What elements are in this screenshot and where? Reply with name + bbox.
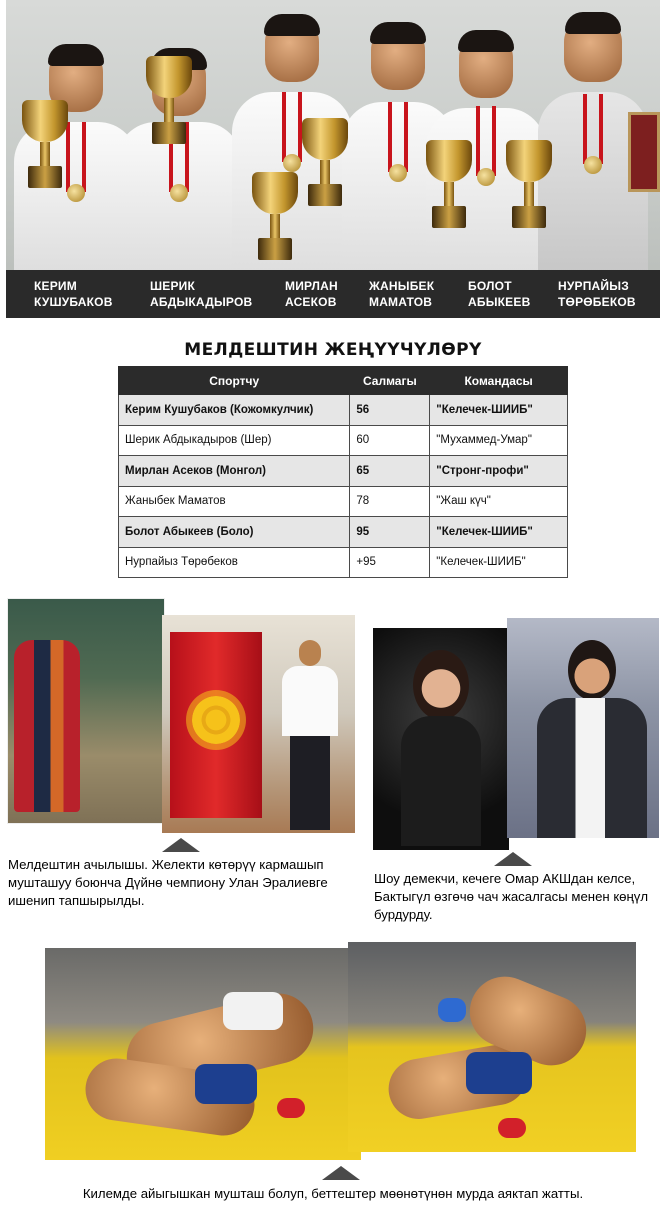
- team-cell: "Келечек-ШИИБ": [430, 547, 568, 578]
- winner-name: ШЕРИК АБДЫКАДЫРОВ: [150, 279, 253, 309]
- singer-photo-female: [373, 628, 509, 850]
- trophy-icon: [506, 140, 552, 228]
- column-header-team: Командасы: [430, 367, 568, 395]
- column-header-weight: Салмагы: [350, 367, 430, 395]
- weight-cell: +95: [350, 547, 430, 578]
- caption-pointer-icon: [322, 1166, 360, 1180]
- winner-name: БОЛОТ АБЫКЕЕВ: [468, 279, 531, 309]
- athlete-cell: Мирлан Асеков (Монгол): [119, 456, 350, 487]
- diploma-frame: [628, 112, 660, 192]
- athlete-cell: Жаныбек Маматов: [119, 486, 350, 517]
- results-table-title: МЕЛДЕШТИН ЖЕҢҮҮЧҮЛӨРҮ: [184, 340, 482, 360]
- show-caption: Шоу демекчи, кечеге Омар АКШдан келсе, Бактыгүл өзгөчө чач жасалгасы менен көңүл бурдурду.: [374, 871, 649, 922]
- weight-cell: 78: [350, 486, 430, 517]
- team-cell: "Стронг-профи": [430, 456, 568, 487]
- caption-pointer-icon: [494, 852, 532, 866]
- table-row: [119, 425, 568, 456]
- wrestling-photo-left: [45, 948, 361, 1160]
- table-row: [119, 486, 568, 517]
- trophy-icon: [22, 100, 68, 188]
- kyrgyz-flag: [170, 632, 262, 818]
- table-row: [119, 456, 568, 487]
- athlete-cell: Болот Абыкеев (Боло): [119, 517, 350, 548]
- table-row: [119, 517, 568, 548]
- trophy-icon: [252, 172, 298, 260]
- weight-cell: 56: [350, 395, 430, 426]
- winner-name: КЕРИМ КУШУБАКОВ: [34, 279, 113, 309]
- trophy-icon: [302, 118, 348, 206]
- table-row: [119, 395, 568, 426]
- weight-cell: 60: [350, 425, 430, 456]
- team-cell: "Жаш күч": [430, 486, 568, 517]
- winners-names-bar: [6, 270, 660, 318]
- trophy-icon: [146, 56, 192, 144]
- team-cell: "Келечек-ШИИБ": [430, 517, 568, 548]
- singer-photo-male: [507, 618, 659, 838]
- table-row: [119, 547, 568, 578]
- results-table: [118, 366, 568, 578]
- opening-caption: Мелдештин ачылышы. Желекти көтөрүү кармашып мушташуу боюнча Дүйнө чемпиону Улан Эралиевге ишенип тапшырылды.: [8, 857, 328, 908]
- athlete-cell: Шерик Абдыкадыров (Шер): [119, 425, 350, 456]
- table-header-row: [119, 367, 568, 395]
- weight-cell: 65: [350, 456, 430, 487]
- team-cell: "Келечек-ШИИБ": [430, 395, 568, 426]
- sun-emblem-icon: [192, 696, 240, 744]
- athletes-lineup: [14, 640, 80, 812]
- team-cell: "Мухаммед-Умар": [430, 425, 568, 456]
- wrestling-caption: Килемде айыгышкан мушташ болуп, беттештер мөөнөтүнөн мурда аяктап жатты.: [82, 1186, 584, 1201]
- weight-cell: 95: [350, 517, 430, 548]
- column-header-athlete: Спортчу: [119, 367, 350, 395]
- caption-pointer-icon: [162, 838, 200, 852]
- winner-name: МИРЛАН АСЕКОВ: [285, 279, 338, 309]
- winners-photo-banner: [6, 0, 660, 318]
- trophy-icon: [426, 140, 472, 228]
- champion-figure: [282, 640, 338, 830]
- winner-name: НУРПАЙЫЗ ТӨРӨБЕКОВ: [558, 279, 636, 309]
- athlete-cell: Нурпайыз Төрөбеков: [119, 547, 350, 578]
- winner-name: ЖАНЫБЕК МАМАТОВ: [369, 279, 435, 309]
- wrestling-photo-right: [348, 942, 636, 1152]
- athlete-cell: Керим Кушубаков (Кожомкулчик): [119, 395, 350, 426]
